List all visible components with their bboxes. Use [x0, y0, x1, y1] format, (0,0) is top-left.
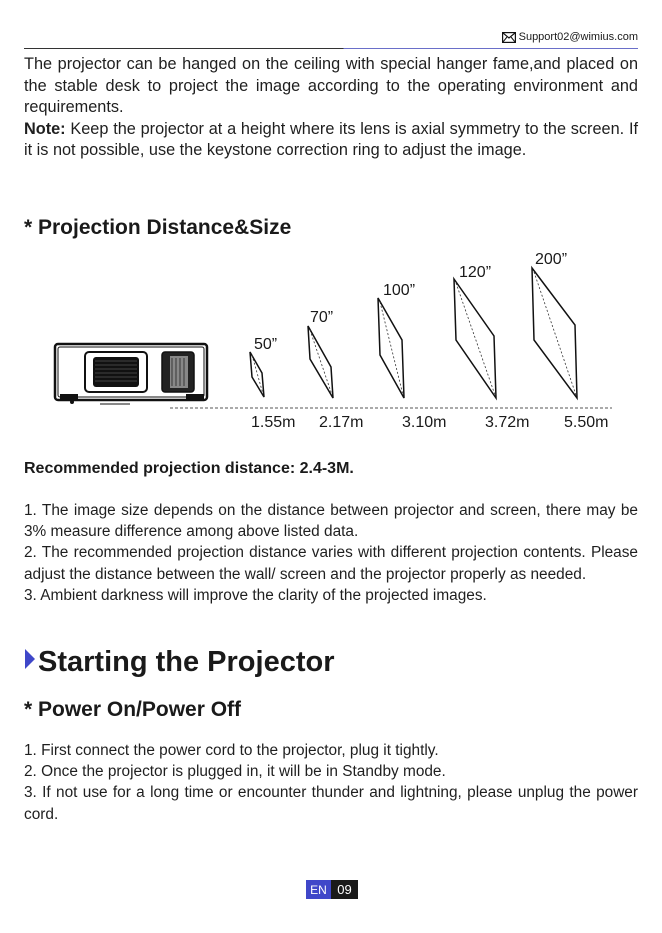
support-email[interactable]	[502, 31, 638, 43]
projection-distance-heading: * Projection Distance&Size	[24, 216, 292, 239]
screen-200	[532, 268, 577, 398]
triangle-right-icon	[24, 646, 36, 679]
screen-100	[378, 298, 404, 398]
distance-note-2: 2. The recommended projection distance varies with different projection contents. Please adjust the distance between the wall/ screen and the projector properly as needed.	[24, 544, 638, 583]
language-badge: EN	[306, 880, 331, 899]
size-label-100: 100”	[383, 282, 416, 299]
envelope-icon	[502, 32, 516, 43]
power-note-3: 3. If not use for a long time or encounter thunder and lightning, please unplug the power cord.	[24, 784, 638, 823]
screen-120	[454, 279, 496, 398]
power-heading: * Power On/Power Off	[24, 698, 242, 721]
page-number: 09	[331, 880, 358, 899]
page-footer	[306, 880, 358, 899]
distance-notes	[24, 500, 638, 606]
distance-label-50: 1.55m	[251, 414, 296, 431]
distance-label-200: 5.50m	[564, 414, 609, 431]
distance-label-70: 2.17m	[319, 414, 364, 431]
screen-50	[250, 352, 264, 397]
intro-paragraph: The projector can be hanged on the ceiling with special hanger fame,and placed on the stable desk to project the image according to the operating environment and requirements.	[24, 55, 638, 117]
projection-diagram	[0, 248, 662, 438]
distance-note-3: 3. Ambient darkness will improve the clarity of the projected images.	[24, 586, 487, 604]
projection-diagram-svg	[0, 248, 662, 438]
size-label-70: 70”	[310, 309, 334, 326]
starting-projector-title: Starting the Projector	[38, 646, 335, 678]
header-divider	[24, 48, 638, 49]
starting-projector-heading	[24, 646, 335, 679]
support-email-text: Support02@wimius.com	[518, 31, 638, 43]
intro-text	[24, 54, 638, 162]
power-note-2: 2. Once the projector is plugged in, it will be in Standby mode.	[24, 763, 446, 781]
distance-note-1: 1. The image size depends on the distance between projector and screen, there may be 3% measure difference among above listed data.	[24, 502, 638, 541]
note-text: Keep the projector at a height where its lens is axial symmetry to the screen. If it is not possible, use the keystone correction ring to adjust the image.	[24, 119, 638, 160]
size-label-50: 50”	[254, 336, 278, 353]
note-label: Note:	[24, 119, 66, 138]
power-notes	[24, 740, 638, 825]
power-note-1: 1. First connect the power cord to the projector, plug it tightly.	[24, 742, 439, 759]
intro-note	[24, 119, 638, 162]
size-label-200: 200”	[535, 251, 568, 268]
distance-label-120: 3.72m	[485, 414, 530, 431]
recommended-distance: Recommended projection distance: 2.4-3M.	[24, 460, 354, 477]
projector-illustration	[55, 344, 207, 404]
size-label-120: 120”	[459, 264, 492, 281]
distance-label-100: 3.10m	[402, 414, 447, 431]
screen-70	[308, 326, 333, 398]
